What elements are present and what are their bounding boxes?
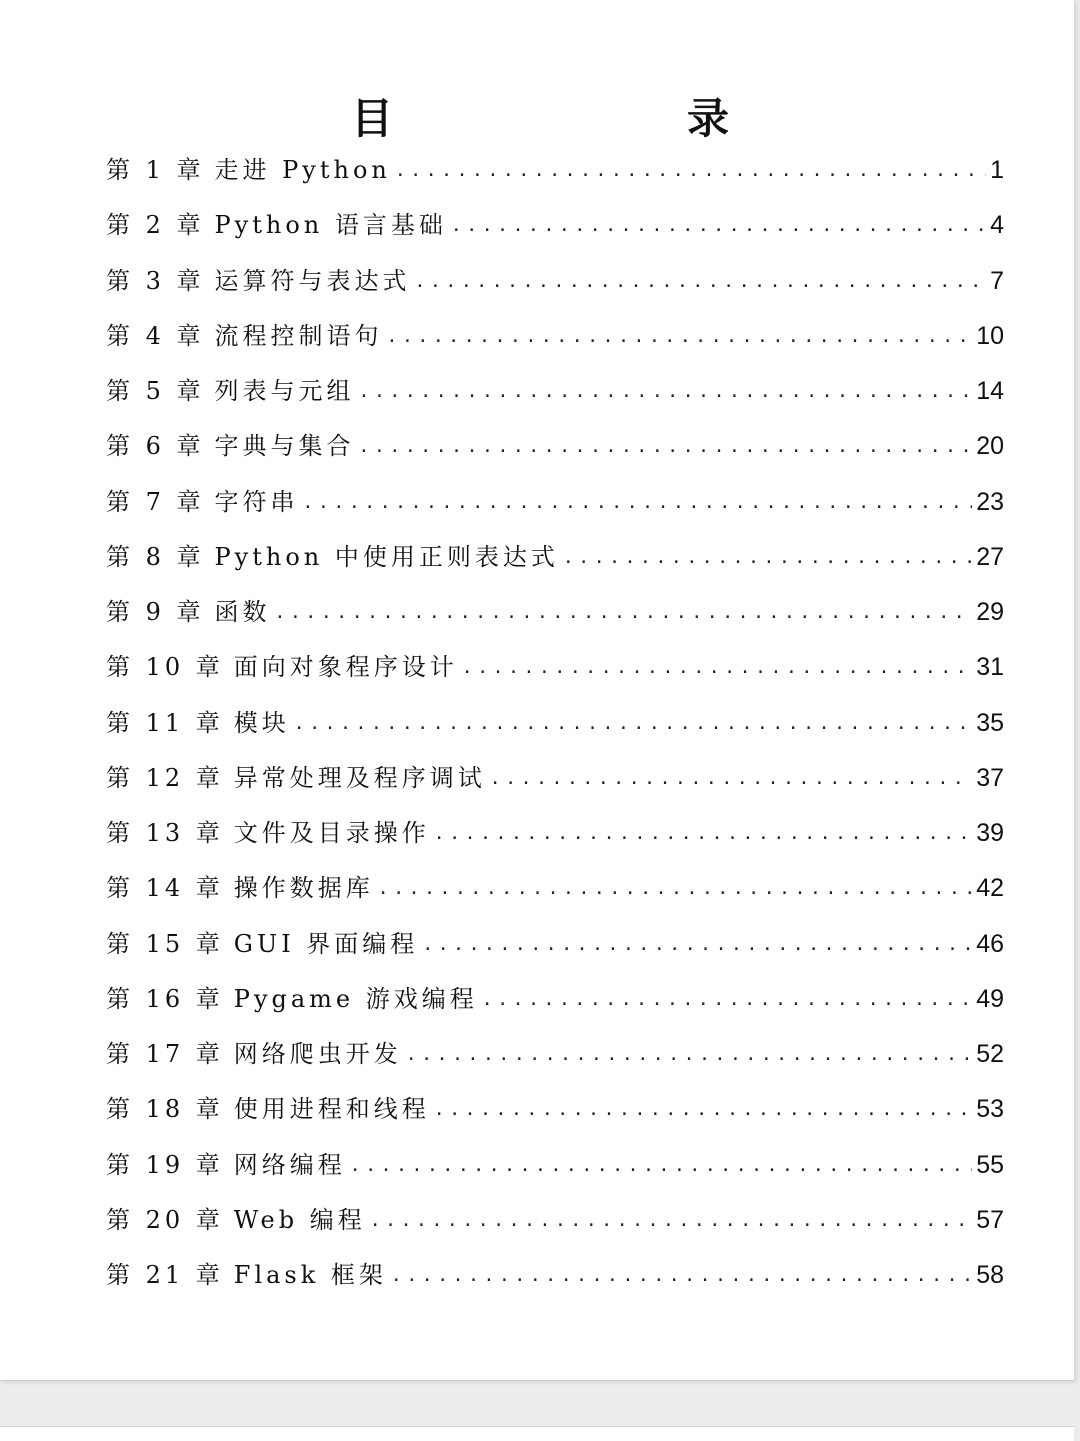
toc-entry xyxy=(106,261,1004,316)
dot-leader xyxy=(370,1210,972,1231)
dot-leader xyxy=(406,1044,972,1065)
dot-leader xyxy=(350,1155,972,1176)
toc-chapter-title: 字典与集合 xyxy=(214,432,355,461)
dot-leader xyxy=(482,989,972,1010)
toc-page-number: 31 xyxy=(976,653,1004,682)
toc-entry xyxy=(106,647,1004,702)
toc-chapter-title: 使用进程和线程 xyxy=(233,1095,430,1124)
toc-chapter-number: 第 3 章 xyxy=(106,266,205,295)
toc-entry xyxy=(106,316,1004,371)
dot-leader xyxy=(422,934,972,955)
toc-entry xyxy=(106,537,1004,592)
dot-leader xyxy=(378,878,972,899)
toc-chapter-title: 异常处理及程序调试 xyxy=(233,763,486,792)
toc-entry xyxy=(106,482,1004,537)
toc-entry xyxy=(106,1145,1004,1200)
toc-page-number: 49 xyxy=(976,984,1004,1013)
toc-chapter-number: 第 11 章 xyxy=(106,708,224,737)
dot-leader xyxy=(434,1099,972,1120)
dot-leader xyxy=(462,657,972,678)
toc-chapter-number: 第 1 章 xyxy=(106,156,205,184)
toc-chapter-number: 第 13 章 xyxy=(106,819,224,847)
toc-chapter-title: 运算符与表达式 xyxy=(214,266,411,295)
toc-page-number: 39 xyxy=(976,819,1004,847)
toc-entry xyxy=(106,813,1004,868)
toc-chapter-number: 第 18 章 xyxy=(106,1095,224,1124)
dot-leader xyxy=(359,436,973,457)
toc-chapter-number: 第 12 章 xyxy=(106,763,224,792)
toc-page-number: 55 xyxy=(976,1150,1004,1179)
next-page-edge xyxy=(0,1426,1074,1441)
toc-chapter-title: 列表与元组 xyxy=(214,377,355,405)
toc-page-number: 35 xyxy=(976,708,1004,737)
toc-chapter-title: Python 中使用正则表达式 xyxy=(214,542,559,571)
toc-chapter-number: 第 2 章 xyxy=(106,211,205,240)
toc-chapter-number: 第 20 章 xyxy=(106,1205,224,1234)
toc-entry xyxy=(106,1034,1004,1089)
toc-chapter-title: 模块 xyxy=(233,708,290,737)
toc-page-number: 46 xyxy=(976,929,1004,958)
toc-page-number: 37 xyxy=(976,763,1004,792)
toc-chapter-number: 第 16 章 xyxy=(106,984,224,1013)
toc-page-number: 7 xyxy=(990,266,1004,295)
toc-chapter-number: 第 21 章 xyxy=(106,1261,224,1289)
toc-chapter-number: 第 6 章 xyxy=(106,432,205,461)
toc-chapter-title: 文件及目录操作 xyxy=(233,819,430,847)
dot-leader xyxy=(395,160,986,181)
toc-entry xyxy=(106,592,1004,647)
toc-entry xyxy=(106,758,1004,813)
toc-chapter-number: 第 17 章 xyxy=(106,1040,224,1068)
toc-page-number: 58 xyxy=(976,1261,1004,1289)
toc-chapter-title: GUI 界面编程 xyxy=(233,929,419,958)
toc-chapter-number: 第 5 章 xyxy=(106,377,205,405)
toc-chapter-title: 网络编程 xyxy=(233,1150,346,1179)
toc-chapter-title: 操作数据库 xyxy=(233,874,374,903)
toc-chapter-number: 第 7 章 xyxy=(106,487,205,516)
toc-page-number: 14 xyxy=(976,377,1004,405)
toc-chapter-title: Web 编程 xyxy=(233,1205,366,1234)
toc-entry xyxy=(106,868,1004,923)
toc-title: 目 录 xyxy=(350,94,799,143)
toc-chapter-title: 函数 xyxy=(214,598,271,626)
toc-entry xyxy=(106,1200,1004,1255)
toc-chapter-number: 第 15 章 xyxy=(106,929,224,958)
dot-leader xyxy=(387,326,973,347)
toc-page-number: 10 xyxy=(976,321,1004,350)
toc-chapter-number: 第 10 章 xyxy=(106,653,224,682)
toc-chapter-number: 第 4 章 xyxy=(106,321,205,350)
toc-chapter-number: 第 14 章 xyxy=(106,874,224,903)
toc-chapter-title: 面向对象程序设计 xyxy=(233,653,458,682)
toc-page-number: 42 xyxy=(976,874,1004,903)
dot-leader xyxy=(451,215,986,236)
toc-chapter-title: 走进 Python xyxy=(214,156,391,184)
toc-page-number: 20 xyxy=(976,432,1004,461)
toc-page-number: 29 xyxy=(976,598,1004,626)
toc-chapter-title: Pygame 游戏编程 xyxy=(233,984,478,1013)
toc-entry xyxy=(106,426,1004,481)
toc-entry xyxy=(106,924,1004,979)
toc-page-number: 52 xyxy=(976,1040,1004,1068)
toc-chapter-title: 字符串 xyxy=(214,487,299,516)
toc-page-number: 27 xyxy=(976,542,1004,571)
toc-chapter-title: Flask 框架 xyxy=(233,1261,387,1289)
dot-leader xyxy=(391,1265,972,1286)
toc-entry xyxy=(106,371,1004,426)
toc-chapter-number: 第 8 章 xyxy=(106,542,205,571)
toc-entry xyxy=(106,979,1004,1034)
dot-leader xyxy=(415,271,987,292)
toc-page-number: 23 xyxy=(976,487,1004,516)
toc-entry xyxy=(106,703,1004,758)
toc-page-number: 57 xyxy=(976,1205,1004,1234)
dot-leader xyxy=(490,768,972,789)
dot-leader xyxy=(303,492,973,513)
toc-chapter-title: 网络爬虫开发 xyxy=(233,1040,402,1068)
toc-page-number: 1 xyxy=(990,156,1004,184)
toc-chapter-title: 流程控制语句 xyxy=(214,321,383,350)
toc-page-number: 53 xyxy=(976,1095,1004,1124)
dot-leader xyxy=(563,547,972,568)
toc-entry xyxy=(106,205,1004,260)
toc-page-number: 4 xyxy=(990,211,1004,240)
toc-entry xyxy=(106,1255,1004,1310)
toc-chapter-number: 第 19 章 xyxy=(106,1150,224,1179)
toc-entry xyxy=(106,150,1004,205)
dot-leader xyxy=(275,602,973,623)
dot-leader xyxy=(434,823,972,844)
toc-entry xyxy=(106,1089,1004,1144)
toc-chapter-title: Python 语言基础 xyxy=(214,211,447,240)
dot-leader xyxy=(359,381,973,402)
dot-leader xyxy=(294,713,972,734)
toc-chapter-number: 第 9 章 xyxy=(106,598,205,626)
toc-list xyxy=(106,150,1004,1310)
